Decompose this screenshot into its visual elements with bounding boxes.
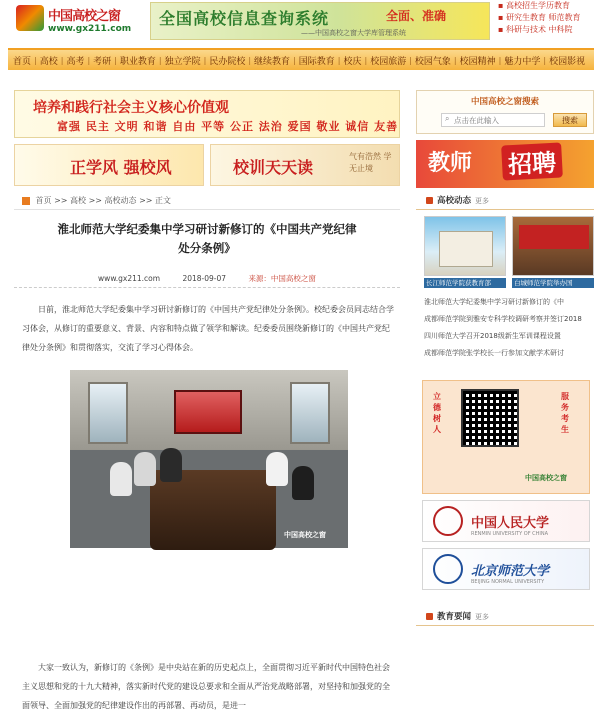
article-source: 来源：中国高校之窗 <box>248 274 316 283</box>
style-banner-text: 正学风 强校风 <box>70 158 172 177</box>
nav-separator: | <box>203 55 207 65</box>
university-name: 北京师范大学 <box>471 563 550 579</box>
thumbnail-caption[interactable]: 白城师范学院举办国 <box>512 278 594 288</box>
nav-item[interactable]: 独立学院 <box>164 56 201 67</box>
breadcrumb-item[interactable]: 高校动态 <box>104 196 137 205</box>
nav-item[interactable]: 校园旅游 <box>370 56 407 67</box>
photo-screen <box>174 390 242 434</box>
meeting-photo <box>70 370 348 548</box>
style-banner[interactable] <box>14 144 204 186</box>
breadcrumb-current: 正文 <box>155 196 172 205</box>
search-input[interactable] <box>441 113 545 127</box>
nav-separator: | <box>337 55 341 65</box>
values-line-1: 培养和践行社会主义核心价值观 <box>33 100 229 116</box>
nav-separator: | <box>114 55 117 65</box>
news-list-item[interactable]: 四川师范大学召开2018级新生军训课程设置 <box>424 332 561 340</box>
section-title: 教育要闻 <box>437 612 472 622</box>
article-site: www.gx211.com <box>98 274 161 283</box>
nav-item[interactable]: 魅力中学 <box>504 56 541 67</box>
nav-separator: | <box>409 55 412 65</box>
recruit-left-text: 教师 <box>428 151 473 176</box>
query-system-banner[interactable] <box>150 2 490 40</box>
university-en-name: BEIJING NORMAL UNIVERSITY <box>471 579 545 585</box>
banner-title: 全国高校信息查询系统 <box>159 9 330 28</box>
nav-item[interactable]: 国际教育 <box>298 56 335 67</box>
breadcrumb-item[interactable]: 高校 <box>70 196 87 205</box>
nav-item[interactable]: 继续教育 <box>254 56 291 67</box>
thumbnail-building <box>439 231 493 267</box>
news-thumbnail[interactable] <box>424 216 506 276</box>
nav-separator: | <box>453 55 457 65</box>
nav-separator: | <box>158 55 162 65</box>
search-icon: ⌕ <box>445 114 450 123</box>
section-icon <box>426 197 433 204</box>
university-link-ruc[interactable] <box>422 500 590 542</box>
university-link-bnu[interactable] <box>422 548 590 590</box>
photo-window <box>88 382 128 444</box>
search-button[interactable]: 搜索 <box>553 113 587 127</box>
site-logo[interactable] <box>14 3 132 39</box>
quick-link[interactable]: ▪ 科研与技术 中科院 <box>498 24 598 36</box>
quick-link[interactable]: ▪ 高校招生学历教育 <box>498 0 598 12</box>
breadcrumb: 首页 >> 高校 >> 高校动态 >> 正文 <box>14 194 400 210</box>
nav-separator: | <box>248 55 252 65</box>
university-en-name: RENMIN UNIVERSITY OF CHINA <box>471 531 549 537</box>
photo-person <box>266 452 288 486</box>
section-header-edu <box>416 610 594 626</box>
section-header-news <box>416 194 594 210</box>
thumbnail-stage <box>519 225 589 249</box>
nav-separator: | <box>60 55 64 65</box>
nav-item[interactable]: 高考 <box>66 56 85 67</box>
nav-item[interactable]: 首页 <box>13 56 32 67</box>
nav-separator: | <box>364 55 368 65</box>
qr-code-icon <box>461 389 519 447</box>
banner-slogan: 全面、准确 <box>386 9 447 23</box>
nav-item[interactable]: 校庆 <box>343 56 362 67</box>
photo-person <box>160 448 182 482</box>
article-paragraph: 大家一致认为，新修订的《条例》是中央站在新的历史起点上，全面贯彻习近平新时代中国特色社会主义思想和党的十九大精神，落实新时代党的建设总要求和全面从严治党战略部署，对坚持和加强党的全面领导、全面加强党的纪律建设作出的再部署、再动员，是进一 <box>22 663 390 710</box>
logo-url: www.gx211.com <box>48 24 132 34</box>
values-banner[interactable] <box>14 90 400 138</box>
qr-code-card <box>422 380 590 494</box>
motto-banner[interactable] <box>210 144 400 186</box>
university-seal-icon <box>433 554 463 584</box>
meta-divider <box>14 287 400 288</box>
article-date: 2018-09-07 <box>182 274 227 283</box>
nav-separator: | <box>498 55 502 65</box>
photo-window <box>290 382 330 444</box>
photo-person <box>110 462 132 496</box>
section-icon <box>426 613 433 620</box>
nav-item[interactable]: 校园影视 <box>549 56 586 67</box>
news-list-item[interactable]: 淮北师范大学纪委集中学习研讨新修订的《中 <box>424 298 564 306</box>
qr-bottom-text: 中国高校之窗 <box>525 474 567 482</box>
values-line-2: 富强 民主 文明 和谐 自由 平等 公正 法治 爱国 敬业 诚信 友善 <box>57 120 399 133</box>
nav-separator: | <box>543 55 547 65</box>
university-seal-icon <box>433 506 463 536</box>
nav-item[interactable]: 民办院校 <box>209 56 246 67</box>
university-name: 中国人民大学 <box>471 515 550 531</box>
article-meta <box>14 273 400 284</box>
nav-separator: | <box>87 55 91 65</box>
news-list-item[interactable]: 成都师范学院到雅安专科学校调研考察并签订2018 <box>424 315 582 323</box>
site-header <box>0 0 600 44</box>
search-panel <box>416 90 594 134</box>
section-title: 高校动态 <box>437 196 472 206</box>
nav-separator: | <box>34 55 37 65</box>
motto-banner-text: 校训天天读 <box>233 158 314 177</box>
motto-side-text: 气有浩然 学无止境 <box>349 152 392 173</box>
logo-name: 中国高校之窗 <box>48 9 121 24</box>
nav-item[interactable]: 校园精神 <box>459 56 496 67</box>
quick-link[interactable]: ▪ 研究生教育 师范教育 <box>498 12 598 24</box>
nav-item[interactable]: 校园气象 <box>414 56 451 67</box>
breadcrumb-icon <box>22 197 30 205</box>
nav-separator: | <box>293 55 296 65</box>
more-link[interactable]: 更多 <box>475 197 490 205</box>
qr-left-text: 立德树人 <box>433 392 441 434</box>
breadcrumb-item[interactable]: 首页 <box>35 196 52 205</box>
photo-watermark: 中国高校之窗 <box>284 531 326 539</box>
nav-item[interactable]: 高校 <box>39 56 58 67</box>
news-list <box>424 294 592 362</box>
logo-mark-icon <box>16 5 44 31</box>
thumbnail-caption[interactable]: 长江师范学院获教育部 <box>424 278 506 288</box>
photo-table <box>150 470 276 550</box>
qr-right-text: 服务考生 <box>561 392 569 434</box>
nav-item[interactable]: 考研 <box>93 56 112 67</box>
photo-person <box>292 466 314 500</box>
search-title: 中国高校之窗搜索 <box>470 97 539 107</box>
more-link[interactable]: 更多 <box>475 613 490 621</box>
nav-item[interactable]: 职业教育 <box>119 56 156 67</box>
photo-person <box>134 452 156 486</box>
news-list-item[interactable]: 成都师范学院张学校长一行参加文献学术研讨 <box>424 349 564 357</box>
main-nav <box>8 48 594 70</box>
teacher-recruit-banner[interactable] <box>416 140 594 188</box>
article-title: 淮北师范大学纪委集中学习研讨新修订的《中国共产党纪律处分条例》 <box>57 222 357 255</box>
recruit-right-text: 招聘 <box>501 142 563 180</box>
quick-links <box>498 0 598 36</box>
news-thumbnail[interactable] <box>512 216 594 276</box>
banner-subtitle: ——中国高校之窗大学库管理系统 <box>301 29 406 37</box>
article-paragraph: 日前，淮北师范大学纪委集中学习研讨新修订的《中国共产党纪律处分条例》。校纪委会员同志结合学习体会，从修订的重要意义、背景、内容和特点做了领学和解读。纪委委员围绕新修订的《中国共产党纪律处分条例》和贯彻落实，交流了学习心得体会。 <box>22 305 394 352</box>
